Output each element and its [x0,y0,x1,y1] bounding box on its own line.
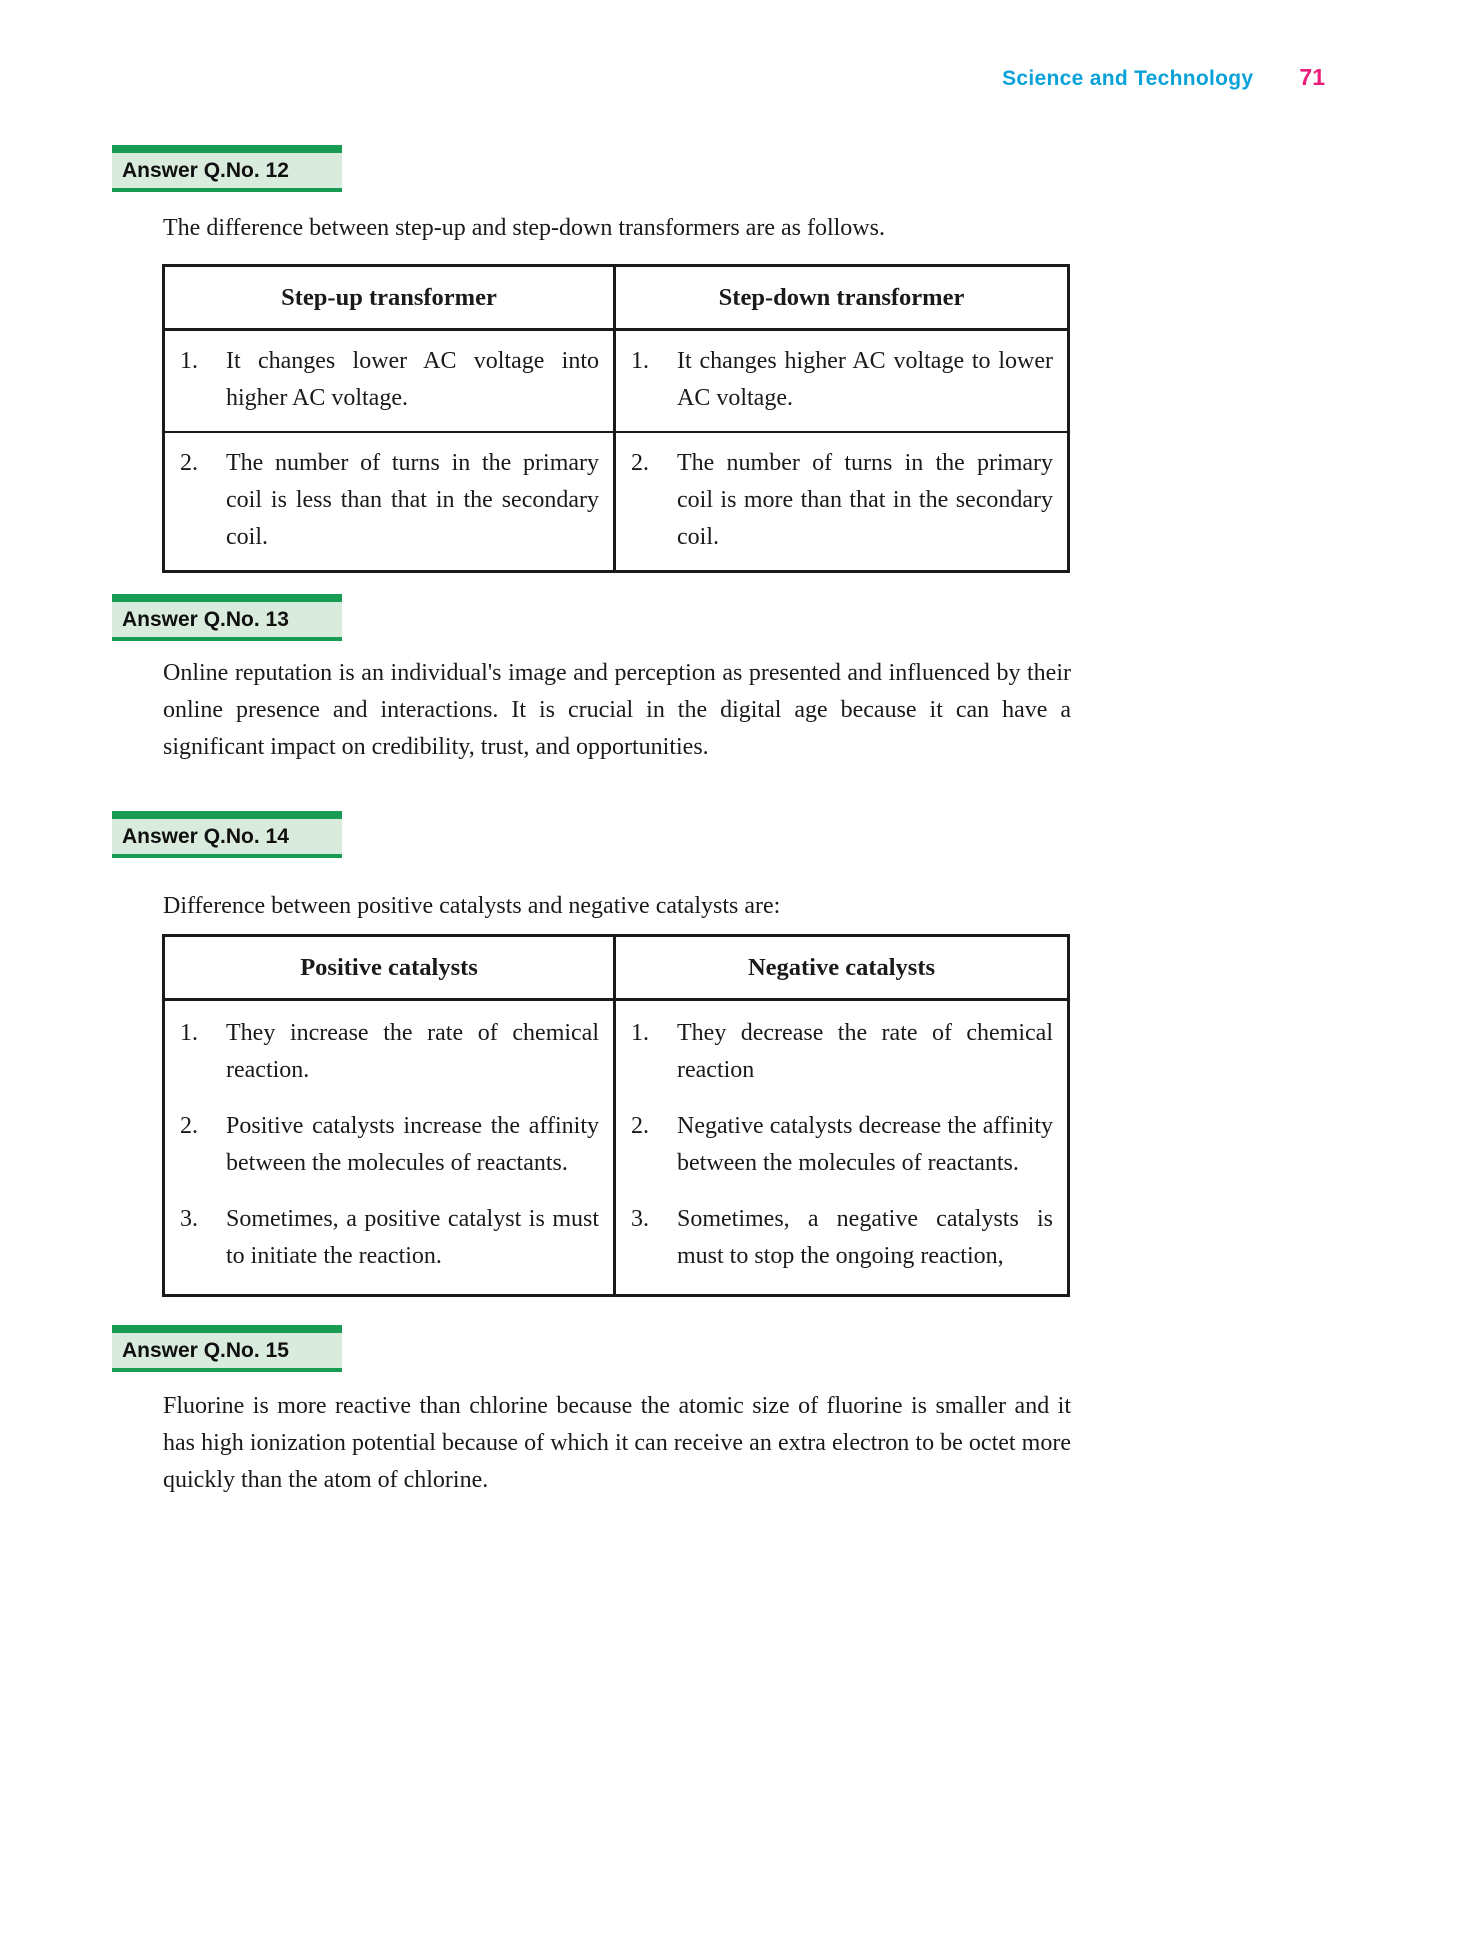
table-cell-right [616,1001,1067,1294]
list-number: 1. [631,1020,649,1046]
badge-top-bar [112,1325,342,1333]
table-body-row [165,1001,1067,1294]
list-number: 1. [631,348,649,374]
page-number: 71 [1299,64,1325,90]
table-cell-left [165,1001,616,1294]
table-header-row [165,937,1067,1001]
table-header-row [165,267,1067,331]
cell-text: It changes higher AC voltage to lower AC voltage. [677,348,1053,411]
badge-label: Answer Q.No. 13 [112,602,342,641]
table-cell-right [616,331,1067,431]
list-item [165,1191,613,1284]
answer-intro-q12: The difference between step-up and step-down transformers are as follows. [163,215,885,241]
table-cell-left [165,331,616,431]
list-number: 2. [631,450,649,476]
table-row [165,431,1067,570]
list-number: 2. [180,1113,198,1139]
badge-label: Answer Q.No. 14 [112,819,342,858]
cell-text: Negative catalysts decrease the affinity between the molecules of reactants. [677,1113,1053,1176]
answer-badge-q13 [112,594,342,641]
chapter-title: Science and Technology [1002,67,1254,90]
list-number: 2. [180,450,198,476]
page-header [1002,64,1325,91]
cell-text: Positive catalysts increase the affinity between the molecules of reactants. [226,1113,599,1176]
list-item [616,1191,1067,1284]
answer-intro-q14: Difference between positive catalysts and negative catalysts are: [163,893,781,919]
cell-text: Sometimes, a negative catalysts is must to stop the ongoing reaction, [677,1206,1053,1269]
cell-text: The number of turns in the primary coil is more than that in the secondary coil. [677,450,1053,550]
table-header-step-up: Step-up transformer [165,267,616,328]
table-row [165,331,1067,431]
transformer-comparison-table [162,264,1070,573]
badge-label: Answer Q.No. 15 [112,1333,342,1372]
badge-label: Answer Q.No. 12 [112,153,342,192]
answer-badge-q14 [112,811,342,858]
badge-top-bar [112,811,342,819]
list-number: 3. [631,1206,649,1232]
cell-text: They increase the rate of chemical reaction. [226,1020,599,1083]
list-item [165,1098,613,1191]
badge-top-bar [112,594,342,602]
list-item [616,1098,1067,1191]
badge-top-bar [112,145,342,153]
cell-text: They decrease the rate of chemical reaction [677,1020,1053,1083]
list-number: 1. [180,1020,198,1046]
table-header-negative: Negative catalysts [747,954,936,981]
table-cell-right [616,433,1067,570]
list-item [165,1005,613,1098]
list-number: 2. [631,1113,649,1139]
list-number: 3. [180,1206,198,1232]
list-number: 1. [180,348,198,374]
cell-text: It changes lower AC voltage into higher AC voltage. [226,348,599,411]
answer-paragraph-q15: Fluorine is more reactive than chlorine because the atomic size of fluorine is smaller and it has high ionization potential because of which it can receive an extra electron to be octet more quickly than the atom of chlorine. [163,1393,1071,1493]
catalyst-comparison-table [162,934,1070,1297]
table-header-positive: Positive catalysts [165,937,616,998]
table-header-step-down: Step-down transformer [718,284,965,311]
answer-paragraph-q13: Online reputation is an individual's image and perception as presented and influenced by their online presence and interactions. It is crucial in the digital age because it can have a significant impact on credibility, trust, and opportunities. [163,660,1071,760]
answer-badge-q12 [112,145,342,192]
table-cell-left [165,433,616,570]
list-item [616,1005,1067,1098]
cell-text: The number of turns in the primary coil is less than that in the secondary coil. [226,450,599,550]
answer-badge-q15 [112,1325,342,1372]
cell-text: Sometimes, a positive catalyst is must to initiate the reaction. [226,1206,599,1269]
